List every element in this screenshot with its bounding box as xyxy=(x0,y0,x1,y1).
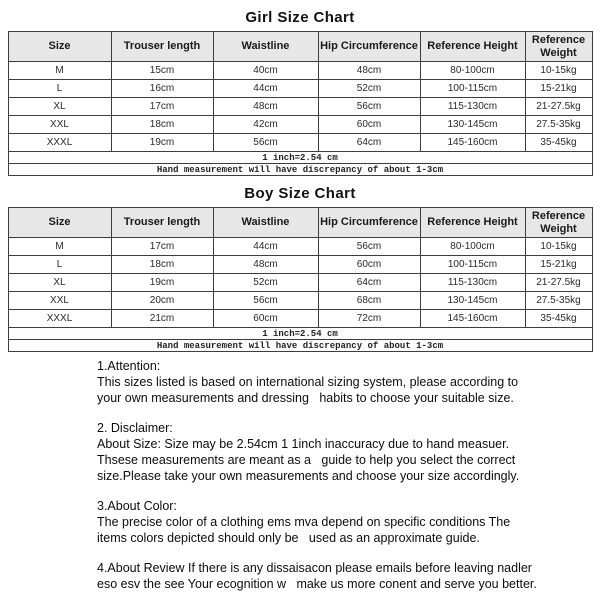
footnote-inch: 1 inch=2.54 cm xyxy=(8,152,592,164)
cell: 42cm xyxy=(213,116,318,134)
note-about-review xyxy=(97,560,575,592)
footnote-hand-measurement: Hand measurement will have discrepancy of about 1-3cm xyxy=(8,340,592,352)
note-disclaimer-title: 2. Disclaimer: xyxy=(97,421,173,435)
girl-table-row-xl xyxy=(8,98,592,116)
cell: 52cm xyxy=(318,80,420,98)
cell: 15-21kg xyxy=(525,80,592,98)
footnote-hand-measurement: Hand measurement will have discrepancy of about 1-3cm xyxy=(8,164,592,176)
notes-section xyxy=(97,358,575,592)
girl-footnote-hand-row xyxy=(8,164,592,176)
cell: 115-130cm xyxy=(420,98,525,116)
cell: XXXL xyxy=(8,310,111,328)
cell: 15-21kg xyxy=(525,256,592,274)
cell: 60cm xyxy=(318,116,420,134)
cell: 72cm xyxy=(318,310,420,328)
cell: 64cm xyxy=(318,274,420,292)
cell: 20cm xyxy=(111,292,213,310)
girl-size-table xyxy=(8,31,593,176)
cell: 21cm xyxy=(111,310,213,328)
cell: 21-27.5kg xyxy=(525,98,592,116)
girl-footnote-inch-row xyxy=(8,152,592,164)
cell: M xyxy=(8,238,111,256)
note-disclaimer-line: About Size: Size may be 2.54cm 1 1inch inaccuracy due to hand measuer. xyxy=(97,437,510,451)
cell: XXXL xyxy=(8,134,111,152)
note-about-color-line: items colors depicted should only be used as an approximate guide. xyxy=(97,531,480,545)
boy-header-trouser-length: Trouser length xyxy=(111,208,213,238)
note-about-review-line: 4.About Review If there is any dissaisacon please emails before leaving nadler xyxy=(97,561,532,575)
cell: 130-145cm xyxy=(420,116,525,134)
cell: 115-130cm xyxy=(420,274,525,292)
cell: 10-15kg xyxy=(525,238,592,256)
cell: L xyxy=(8,80,111,98)
boy-header-waistline: Waistline xyxy=(213,208,318,238)
girl-header-reference-weight: Reference Weight xyxy=(525,32,592,62)
cell: 130-145cm xyxy=(420,292,525,310)
cell: 60cm xyxy=(213,310,318,328)
girl-header-size: Size xyxy=(8,32,111,62)
cell: M xyxy=(8,62,111,80)
cell: 15cm xyxy=(111,62,213,80)
note-disclaimer-line: Thsese measurements are meant as a guide to help you select the correct xyxy=(97,453,516,467)
note-attention-line: This sizes listed is based on international sizing system, please according to xyxy=(97,375,519,389)
boy-header-hip-circumference: Hip Circumference xyxy=(318,208,420,238)
boy-header-reference-height: Reference Height xyxy=(420,208,525,238)
boy-table-header-row xyxy=(8,208,592,238)
boy-table-row-l xyxy=(8,256,592,274)
girl-chart-title: Girl Size Chart xyxy=(245,9,355,26)
cell: 60cm xyxy=(318,256,420,274)
boy-header-size: Size xyxy=(8,208,111,238)
girl-header-trouser-length: Trouser length xyxy=(111,32,213,62)
note-disclaimer-line: size.Please take your own measurements and choose your size accordingly. xyxy=(97,469,520,483)
cell: 68cm xyxy=(318,292,420,310)
cell: 27.5-35kg xyxy=(525,116,592,134)
cell: 48cm xyxy=(213,98,318,116)
girl-table-row-xxxl xyxy=(8,134,592,152)
cell: 56cm xyxy=(318,238,420,256)
girl-table-row-m xyxy=(8,62,592,80)
boy-table-row-xxxl xyxy=(8,310,592,328)
cell: 18cm xyxy=(111,256,213,274)
note-about-color xyxy=(97,498,575,546)
cell: 10-15kg xyxy=(525,62,592,80)
cell: 100-115cm xyxy=(420,80,525,98)
girl-header-waistline: Waistline xyxy=(213,32,318,62)
boy-footnote-inch-row xyxy=(8,328,592,340)
cell: 48cm xyxy=(213,256,318,274)
cell: 56cm xyxy=(213,292,318,310)
cell: 35-45kg xyxy=(525,310,592,328)
cell: 64cm xyxy=(318,134,420,152)
cell: 56cm xyxy=(213,134,318,152)
note-attention xyxy=(97,358,575,406)
girl-header-hip-circumference: Hip Circumference xyxy=(318,32,420,62)
cell: 19cm xyxy=(111,274,213,292)
note-attention-title: 1.Attention: xyxy=(97,359,161,373)
cell: 44cm xyxy=(213,238,318,256)
cell: XXL xyxy=(8,292,111,310)
cell: 21-27.5kg xyxy=(525,274,592,292)
girl-header-reference-height: Reference Height xyxy=(420,32,525,62)
cell: 145-160cm xyxy=(420,134,525,152)
cell: 18cm xyxy=(111,116,213,134)
boy-size-table xyxy=(8,207,593,352)
note-about-color-title: 3.About Color: xyxy=(97,499,177,513)
cell: 52cm xyxy=(213,274,318,292)
boy-chart-title: Boy Size Chart xyxy=(244,185,356,202)
boy-footnote-hand-row xyxy=(8,340,592,352)
cell: 44cm xyxy=(213,80,318,98)
cell: 100-115cm xyxy=(420,256,525,274)
cell: 80-100cm xyxy=(420,62,525,80)
cell: XXL xyxy=(8,116,111,134)
boy-table-row-xxl xyxy=(8,292,592,310)
cell: 145-160cm xyxy=(420,310,525,328)
note-about-review-line: eso esv the see Your ecognition w make us more conent and serve you better. xyxy=(97,577,537,591)
cell: 80-100cm xyxy=(420,238,525,256)
boy-header-reference-weight: Reference Weight xyxy=(525,208,592,238)
cell: 35-45kg xyxy=(525,134,592,152)
girl-table-row-l xyxy=(8,80,592,98)
cell: 40cm xyxy=(213,62,318,80)
cell: 17cm xyxy=(111,98,213,116)
cell: XL xyxy=(8,98,111,116)
footnote-inch: 1 inch=2.54 cm xyxy=(8,328,592,340)
cell: 16cm xyxy=(111,80,213,98)
cell: 17cm xyxy=(111,238,213,256)
cell: 19cm xyxy=(111,134,213,152)
note-disclaimer xyxy=(97,420,575,484)
boy-table-row-m xyxy=(8,238,592,256)
note-about-color-line: The precise color of a clothing ems mva depend on specific conditions The xyxy=(97,515,511,529)
cell: L xyxy=(8,256,111,274)
girl-table-row-xxl xyxy=(8,116,592,134)
boy-table-row-xl xyxy=(8,274,592,292)
cell: 27.5-35kg xyxy=(525,292,592,310)
cell: XL xyxy=(8,274,111,292)
note-attention-line: your own measurements and dressing habits to choose your suitable size. xyxy=(97,391,514,405)
girl-table-header-row xyxy=(8,32,592,62)
cell: 56cm xyxy=(318,98,420,116)
cell: 48cm xyxy=(318,62,420,80)
